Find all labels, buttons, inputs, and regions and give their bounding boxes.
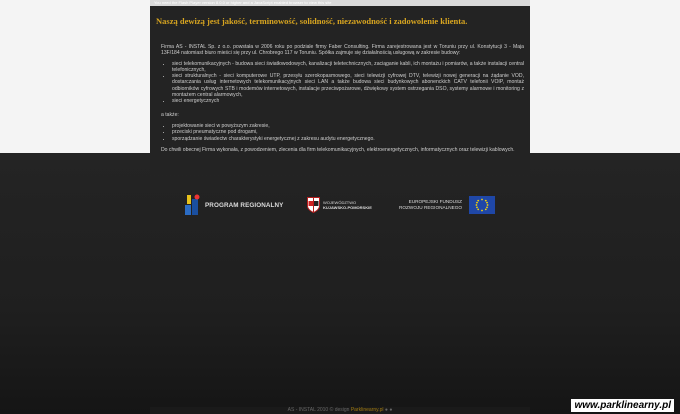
also-label: a także:: [161, 111, 179, 118]
extra-item: • projektowanie sieci w powyższym zakresie,: [172, 123, 524, 129]
services-list: [161, 61, 524, 105]
service-item: • sieci telekomunikacyjnych - budowa sieci światłowodowych, kanalizacji teletechnicznych, zaciąganie kabli, ich montażu i pomiarów, a także instalacji central telefonicznych,: [172, 61, 524, 74]
kujawsko-pomorskie-logo: [307, 192, 372, 218]
extra-item: • sporządzanie świadectw charakterystyki energetycznej z zakresu audytu energetycznego.: [172, 136, 524, 142]
program-regionalny-emblem-icon: [183, 193, 201, 217]
site-watermark: www.parklinearny.pl: [571, 399, 674, 412]
company-description: [161, 44, 524, 157]
region-line2: KUJAWSKO-POMORSKIE: [323, 205, 372, 210]
extra-item: • przeciski pneumatyczne pod drogami,: [172, 129, 524, 135]
footer: [150, 407, 530, 414]
eu-flag-icon: [469, 196, 495, 214]
page-headline: Naszą dewizą jest jakość, terminowość, solidność, niezawodność i zadowolenie klienta.: [156, 16, 468, 26]
eu-funding-logos: [183, 192, 497, 218]
footer-designer-link[interactable]: Parklinearny.pl: [350, 407, 384, 413]
program-regionalny-text: PROGRAM REGIONALNY: [205, 201, 284, 209]
extras-list: [161, 123, 524, 142]
service-item: • sieci energetycznych: [172, 98, 524, 104]
intro-paragraph: Firma AS - INSTAL Sp. z o.o. powstała w 2006 roku po podziale firmy Faber Consulting. Firma zarejestrowana jest w Toruniu przy ul. Konstytucji 3 - Maja 13F/184 natomiast biuro mieści się przy ul. Chrobrego 117 w Toruniu. Spółka zajmuje się działalnością usługową w zakresie budowy:: [161, 44, 524, 57]
program-regionalny-logo: [183, 192, 283, 218]
coat-of-arms-icon: [307, 197, 320, 213]
closing-paragraph: Do chwili obecnej Firma wykonała, z powodzeniem, zlecenia dla firm telekomunikacyjnych, elektroenergetycznych, informatycznych oraz telewizji kablowych.: [161, 146, 515, 153]
region-line1: WOJEWÓDZTWO: [323, 200, 357, 205]
footer-dots-icon: ● ●: [384, 407, 393, 413]
fund-line1: EUROPEJSKI FUNDUSZ: [408, 199, 463, 204]
footer-copyright: AS - INSTAL 2010 ©: [287, 407, 334, 413]
service-item: • sieci strukturalnych - sieci komputerowe UTP, przesyłu szerokopasmowego, sieci telewizji cyfrowej DTV, telewizji nowej generacji na żądanie VOD, dostarczania usług internetowych telekomunikacyjnych sieci LAN a także budowa sieci budynkowych abonenckich CATV telefonii VOIP, montaż odbiorników cyfrowych STB i modemów internetowych, instalacje przeciwpożarowe, dźwiękowy system ostrzegania DSO, systemy alarmowe i monitoring z montażem central alarmowych,: [172, 73, 524, 98]
footer-design-label: design: [334, 407, 350, 413]
flash-notice-text: You need the Flash Player version 8.0.0 or higher and a JavaScript enabled browser to view this site: [154, 0, 332, 5]
fund-line2: ROZWOJU REGIONALNEGO: [399, 205, 463, 210]
eu-fund-logo: [399, 192, 495, 218]
